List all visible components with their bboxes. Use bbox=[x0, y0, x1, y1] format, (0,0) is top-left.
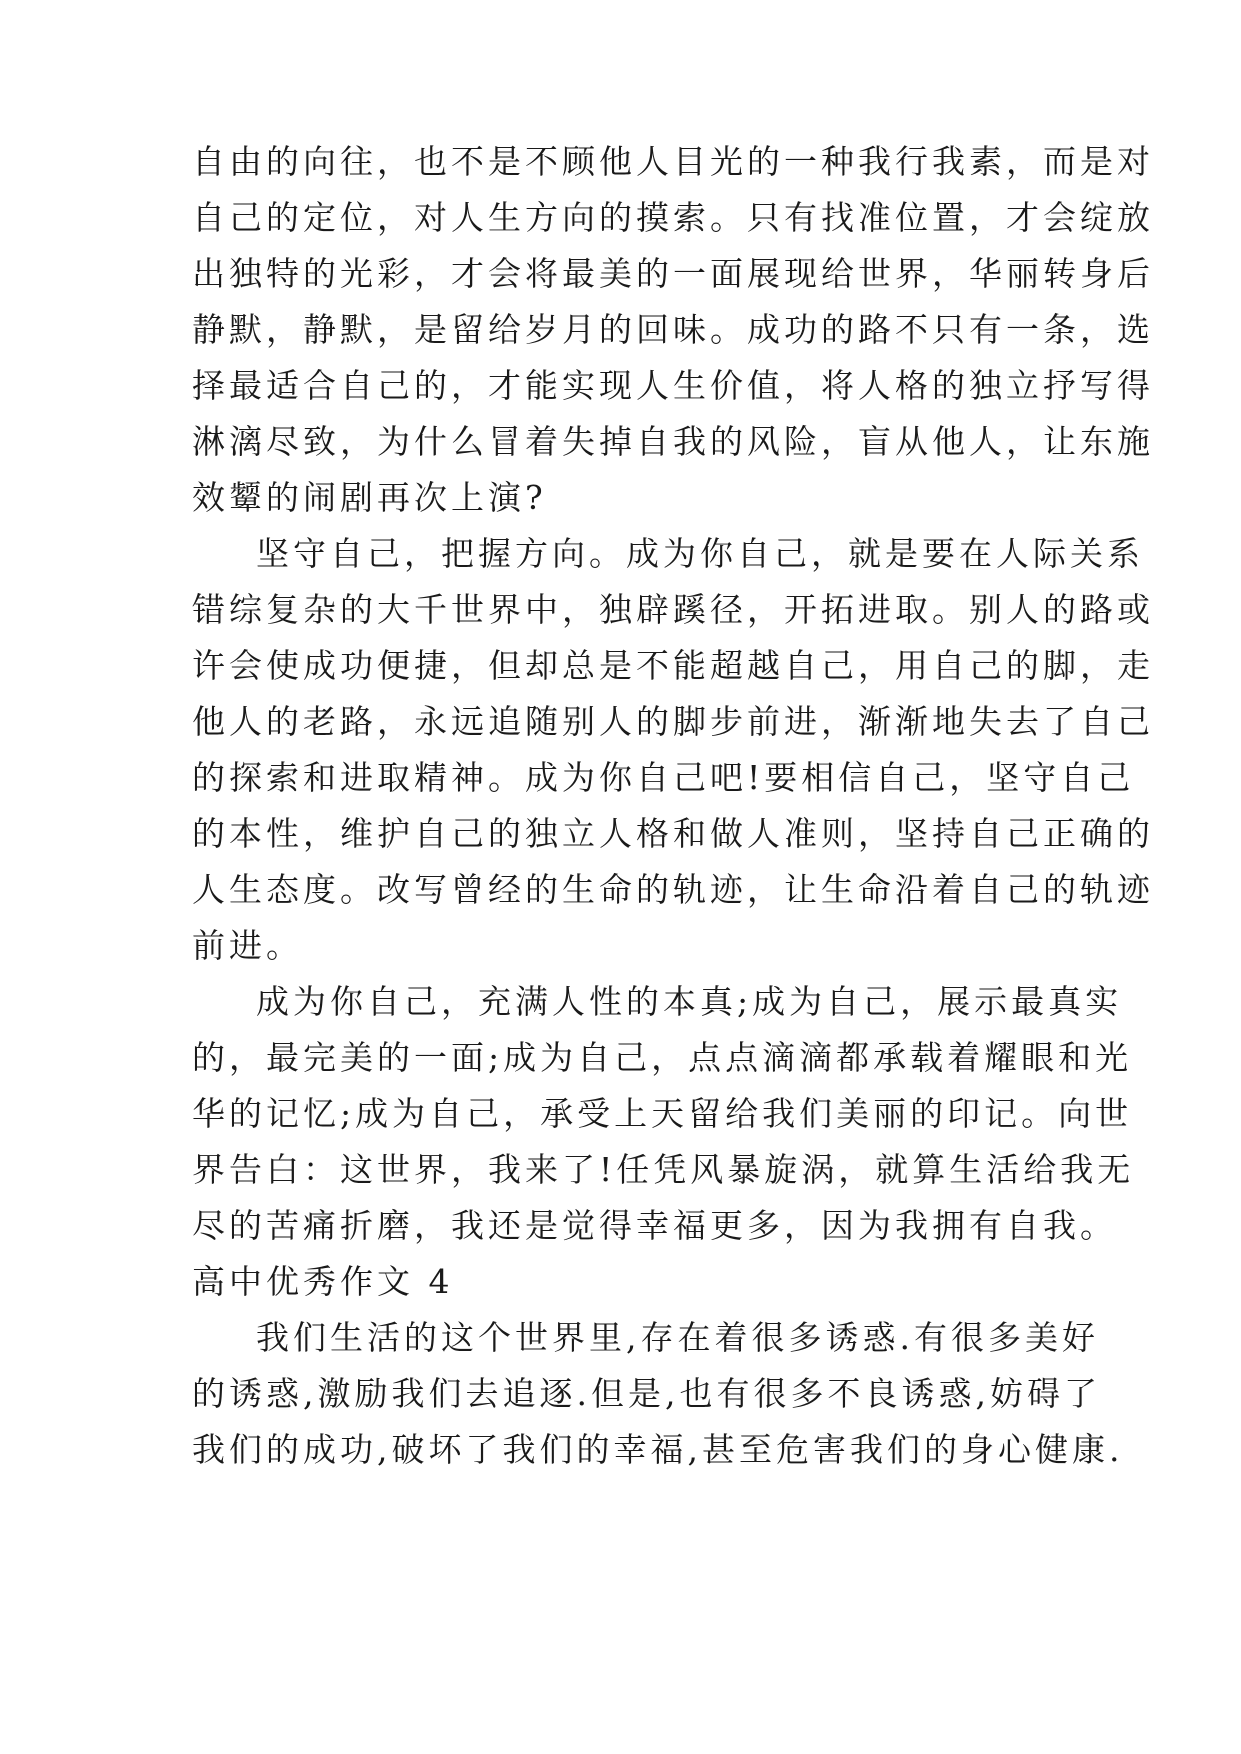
text-line-19: 界告白：这世界，我来了!任凭风暴旋涡，就算生活给我无 bbox=[192, 1150, 1135, 1189]
text-line-11: 他人的老路，永远追随别人的脚步前进，渐渐地失去了自己 bbox=[192, 702, 1154, 741]
text-line-5: 择最适合自己的，才能实现人生价值，将人格的独立抒写得 bbox=[192, 366, 1154, 405]
paragraph-2-first-line: 坚守自己，把握方向。成为你自己，就是要在人际关系 bbox=[256, 534, 1144, 573]
text-line-2: 自己的定位，对人生方向的摸索。只有找准位置，才会绽放 bbox=[192, 198, 1154, 237]
text-line-23: 的诱惑,激励我们去追逐.但是,也有很多不良诱惑,妨碍了 bbox=[192, 1374, 1101, 1413]
text-line-10: 许会使成功便捷，但却总是不能超越自己，用自己的脚，走 bbox=[192, 646, 1154, 685]
text-line-17: 的，最完美的一面;成为自己，点点滴滴都承载着耀眼和光 bbox=[192, 1038, 1133, 1077]
text-line-20: 尽的苦痛折磨，我还是觉得幸福更多，因为我拥有自我。 bbox=[192, 1206, 1117, 1245]
text-line-13: 的本性，维护自己的独立人格和做人准则，坚持自己正确的 bbox=[192, 814, 1154, 853]
text-line-15: 前进。 bbox=[192, 926, 303, 965]
essay-heading: 高中优秀作文 4 bbox=[192, 1262, 454, 1301]
text-line-1: 自由的向往，也不是不顾他人目光的一种我行我素，而是对 bbox=[192, 142, 1154, 181]
paragraph-3-first-line: 成为你自己，充满人性的本真;成为自己，展示最真实 bbox=[256, 982, 1123, 1021]
text-line-6: 淋漓尽致，为什么冒着失掉自我的风险，盲从他人，让东施 bbox=[192, 422, 1154, 461]
text-line-12: 的探索和进取精神。成为你自己吧!要相信自己，坚守自己 bbox=[192, 758, 1135, 797]
text-line-3: 出独特的光彩，才会将最美的一面展现给世界，华丽转身后 bbox=[192, 254, 1154, 293]
text-line-14: 人生态度。改写曾经的生命的轨迹，让生命沿着自己的轨迹 bbox=[192, 870, 1154, 909]
paragraph-4-first-line: 我们生活的这个世界里,存在着很多诱惑.有很多美好 bbox=[256, 1318, 1099, 1357]
text-line-18: 华的记忆;成为自己，承受上天留给我们美丽的印记。向世 bbox=[192, 1094, 1133, 1133]
text-line-24: 我们的成功,破坏了我们的幸福,甚至危害我们的身心健康. bbox=[192, 1430, 1124, 1469]
text-line-4: 静默，静默，是留给岁月的回味。成功的路不只有一条，选 bbox=[192, 310, 1154, 349]
text-line-9: 错综复杂的大千世界中，独辟蹊径，开拓进取。别人的路或 bbox=[192, 590, 1154, 629]
text-line-7: 效颦的闹剧再次上演? bbox=[192, 478, 547, 517]
